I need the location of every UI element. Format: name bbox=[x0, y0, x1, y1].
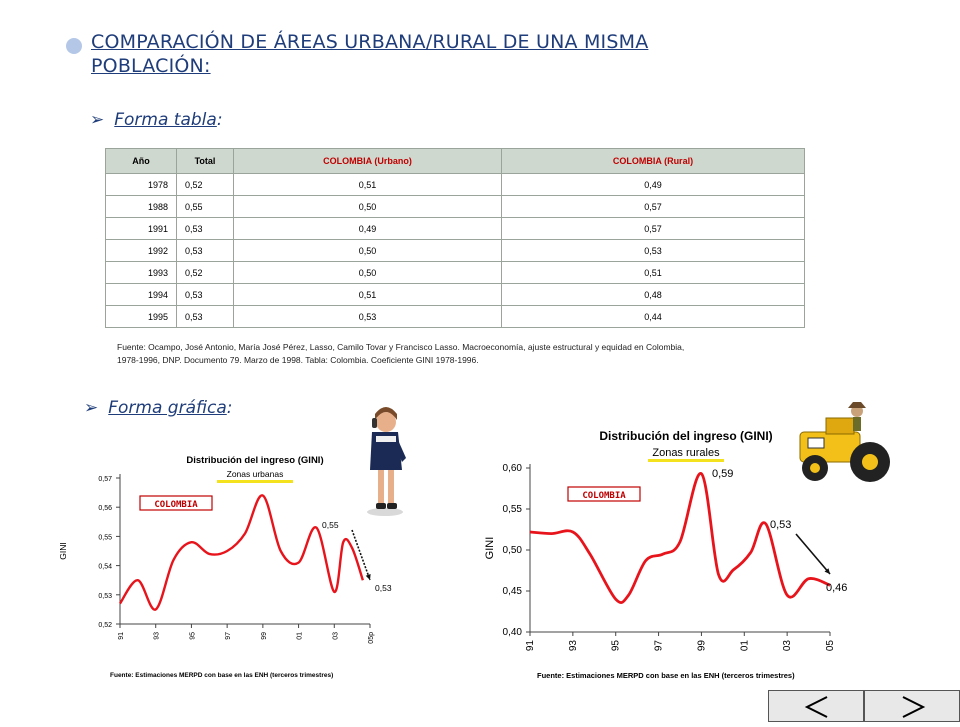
x-tick-label: 95 bbox=[610, 640, 622, 652]
table-cell: 0,51 bbox=[502, 262, 805, 284]
x-tick-label: 05p bbox=[368, 632, 375, 644]
value-annotation: 0,55 bbox=[322, 520, 339, 530]
chart-subtitle: Zonas urbanas bbox=[226, 469, 284, 479]
table-cell: 0,53 bbox=[177, 240, 234, 262]
previous-button[interactable] bbox=[768, 690, 864, 722]
x-tick-label: 91 bbox=[525, 640, 536, 652]
chart-title: Distribución del ingreso (GINI) bbox=[186, 455, 324, 466]
arrow-head-icon bbox=[366, 574, 371, 580]
x-tick-label: 91 bbox=[118, 632, 125, 640]
x-tick-label: 03 bbox=[782, 640, 794, 652]
table-cell: 0,52 bbox=[177, 262, 234, 284]
x-tick-label: 01 bbox=[296, 632, 304, 640]
header-year: Año bbox=[106, 149, 177, 174]
header-total: Total bbox=[177, 149, 234, 174]
table-cell: 0,53 bbox=[502, 240, 805, 262]
country-badge: COLOMBIA bbox=[154, 500, 198, 510]
value-annotation: 0,53 bbox=[770, 519, 792, 531]
triangle-left-icon bbox=[769, 691, 865, 723]
x-tick-label: 99 bbox=[260, 632, 268, 640]
y-tick-label: 0,57 bbox=[98, 476, 112, 483]
section-chart-colon: : bbox=[226, 398, 233, 418]
table-cell: 1978 bbox=[106, 174, 177, 196]
table-cell: 0,57 bbox=[502, 218, 805, 240]
table-cell: 0,49 bbox=[234, 218, 502, 240]
country-badge: COLOMBIA bbox=[582, 491, 626, 501]
triangle-right-icon bbox=[865, 691, 960, 723]
section-table-label[interactable]: Forma tabla bbox=[114, 110, 217, 130]
section-table-colon: : bbox=[216, 110, 223, 130]
value-annotation: 0,46 bbox=[826, 582, 848, 594]
y-axis-label: GINI bbox=[484, 536, 496, 560]
value-annotation: 0,53 bbox=[375, 583, 392, 593]
table-cell: 1991 bbox=[106, 218, 177, 240]
chart-title: Distribución del ingreso (GINI) bbox=[599, 429, 773, 443]
x-tick-label: 97 bbox=[225, 632, 233, 640]
table-cell: 1992 bbox=[106, 240, 177, 262]
title-line-2: POBLACIÓN: bbox=[91, 55, 211, 77]
table-source-line-1: Fuente: Ocampo, José Antonio, María José Pérez, Lasso, Camilo Tovar y Francisco Lasso. Macroeconomía, ajuste estructural y equidad en Colombia, bbox=[117, 342, 685, 352]
table-cell: 0,48 bbox=[502, 284, 805, 306]
x-tick-label: 05 bbox=[825, 640, 836, 652]
subtitle-highlight bbox=[217, 480, 293, 483]
x-tick-label: 01 bbox=[739, 640, 751, 652]
y-tick-label: 0,60 bbox=[502, 463, 522, 474]
y-tick-label: 0,54 bbox=[98, 563, 112, 571]
table-cell: 1988 bbox=[106, 196, 177, 218]
tractor-icon bbox=[800, 402, 890, 482]
y-tick-label: 0,40 bbox=[502, 627, 522, 638]
y-tick-label: 0,45 bbox=[502, 586, 522, 597]
value-annotation: 0,59 bbox=[712, 468, 734, 480]
subtitle-highlight bbox=[648, 459, 724, 462]
y-tick-label: 0,53 bbox=[98, 592, 112, 600]
x-tick-label: 03 bbox=[332, 632, 340, 640]
y-tick-label: 0,56 bbox=[98, 505, 112, 513]
title-line-1: COMPARACIÓN DE ÁREAS URBANA/RURAL DE UNA MISMA bbox=[91, 31, 649, 53]
arrow-bullet-icon: ➢ bbox=[84, 398, 99, 418]
table-cell: 0,50 bbox=[234, 196, 502, 218]
table-cell: 0,55 bbox=[177, 196, 234, 218]
table-cell: 0,50 bbox=[234, 240, 502, 262]
table-cell: 0,53 bbox=[234, 306, 502, 328]
y-tick-label: 0,52 bbox=[98, 622, 112, 629]
table-cell: 0,57 bbox=[502, 196, 805, 218]
header-urban: COLOMBIA (Urbano) bbox=[234, 149, 502, 174]
x-tick-label: 93 bbox=[567, 640, 579, 652]
arrow-bullet-icon: ➢ bbox=[90, 110, 105, 130]
chart-source: Fuente: Estimaciones MERPD con base en las ENH (terceros trimestres) bbox=[110, 672, 334, 679]
trend-arrow bbox=[796, 534, 830, 574]
table-cell: 0,51 bbox=[234, 284, 502, 306]
series-line bbox=[120, 495, 363, 609]
next-button[interactable] bbox=[864, 690, 960, 722]
table-cell: 1994 bbox=[106, 284, 177, 306]
woman-phone-icon bbox=[367, 407, 406, 516]
chart-source: Fuente: Estimaciones MERPD con base en las ENH (terceros trimestres) bbox=[537, 671, 795, 680]
y-tick-label: 0,50 bbox=[502, 545, 522, 556]
table-cell: 0,53 bbox=[177, 284, 234, 306]
chart-subtitle: Zonas rurales bbox=[652, 447, 720, 459]
x-tick-label: 93 bbox=[153, 632, 161, 640]
table-cell: 0,53 bbox=[177, 218, 234, 240]
section-chart-label[interactable]: Forma gráfica bbox=[108, 398, 227, 418]
x-tick-label: 97 bbox=[653, 640, 665, 652]
y-tick-label: 0,55 bbox=[502, 504, 522, 515]
table-cell: 1995 bbox=[106, 306, 177, 328]
table-source-line-2: 1978-1996, DNP. Documento 79. Marzo de 1998. Tabla: Colombia. Coeficiente GINI 1978-1996. bbox=[117, 355, 479, 365]
y-axis-label: GINI bbox=[58, 542, 68, 560]
table-cell: 0,49 bbox=[502, 174, 805, 196]
table-cell: 0,52 bbox=[177, 174, 234, 196]
table-cell: 0,53 bbox=[177, 306, 234, 328]
y-tick-label: 0,55 bbox=[98, 534, 112, 542]
table-cell: 0,51 bbox=[234, 174, 502, 196]
x-tick-label: 95 bbox=[189, 632, 197, 640]
header-rural: COLOMBIA (Rural) bbox=[502, 149, 805, 174]
x-tick-label: 99 bbox=[696, 640, 708, 652]
table-cell: 1993 bbox=[106, 262, 177, 284]
table-cell: 0,50 bbox=[234, 262, 502, 284]
table-cell: 0,44 bbox=[502, 306, 805, 328]
